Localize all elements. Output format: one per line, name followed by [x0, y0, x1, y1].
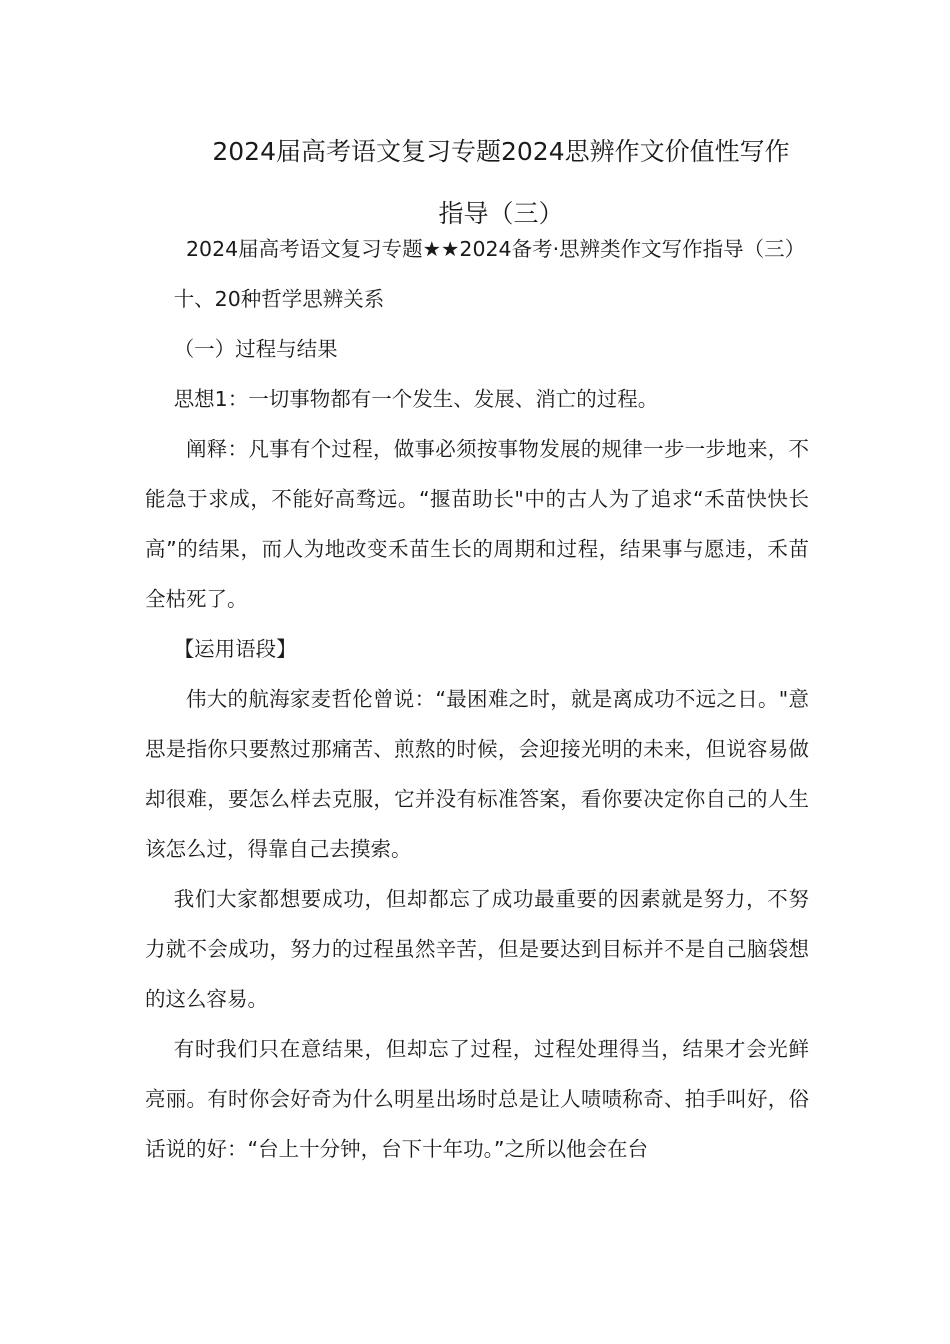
title-line-2: 指导（三） [438, 199, 564, 228]
subtitle-paragraph: 2024届高考语文复习专题★★2024备考·思辨类作文写作指导（三） [186, 237, 806, 261]
document-body [145, 224, 809, 1174]
explanation-paragraph: 阐释：凡事有个过程，做事必须按事物发展的规律一步一步地来，不能急于求成，不能好高骛远。“揠苗助长"中的古人为了追求“禾苗快快长高”的结果，而人为地改变禾苗生长的周期和过程，结果事与愿违，禾苗全枯死了。 [145, 437, 809, 611]
subsection-heading: （一）过程与结果 [173, 337, 338, 361]
usage-heading: 【运用语段】 [173, 637, 297, 661]
body-paragraph: 我们大家都想要成功，但却都忘了成功最重要的因素就是努力，不努力就不会成功，努力的过程虽然辛苦，但是要达到目标并不是自己脑袋想的这么容易。 [145, 887, 809, 1011]
thought-paragraph: 思想1：一切事物都有一个发生、发展、消亡的过程。 [173, 387, 659, 411]
section-heading: 十、20种哲学思辨关系 [173, 287, 385, 311]
body-paragraph: 伟大的航海家麦哲伦曾说：“最困难之时，就是离成功不远之日。"意思是指你只要熬过那痛苦、煎熬的时候，会迎接光明的未来，但说容易做却很难，要怎么样去克服，它并没有标准答案，看你要决定你自己的人生该怎么过，得靠自己去摸索。 [145, 687, 809, 861]
title-line-1: 2024届高考语文复习专题2024思辨作文价值性写作 [212, 137, 790, 166]
body-paragraph: 有时我们只在意结果，但却忘了过程，过程处理得当，结果才会光鲜亮丽。有时你会好奇为什么明星出场时总是让人啧啧称奇、拍手叫好，俗话说的好：“台上十分钟，台下十年功。”之所以他会在台 [145, 1037, 809, 1161]
